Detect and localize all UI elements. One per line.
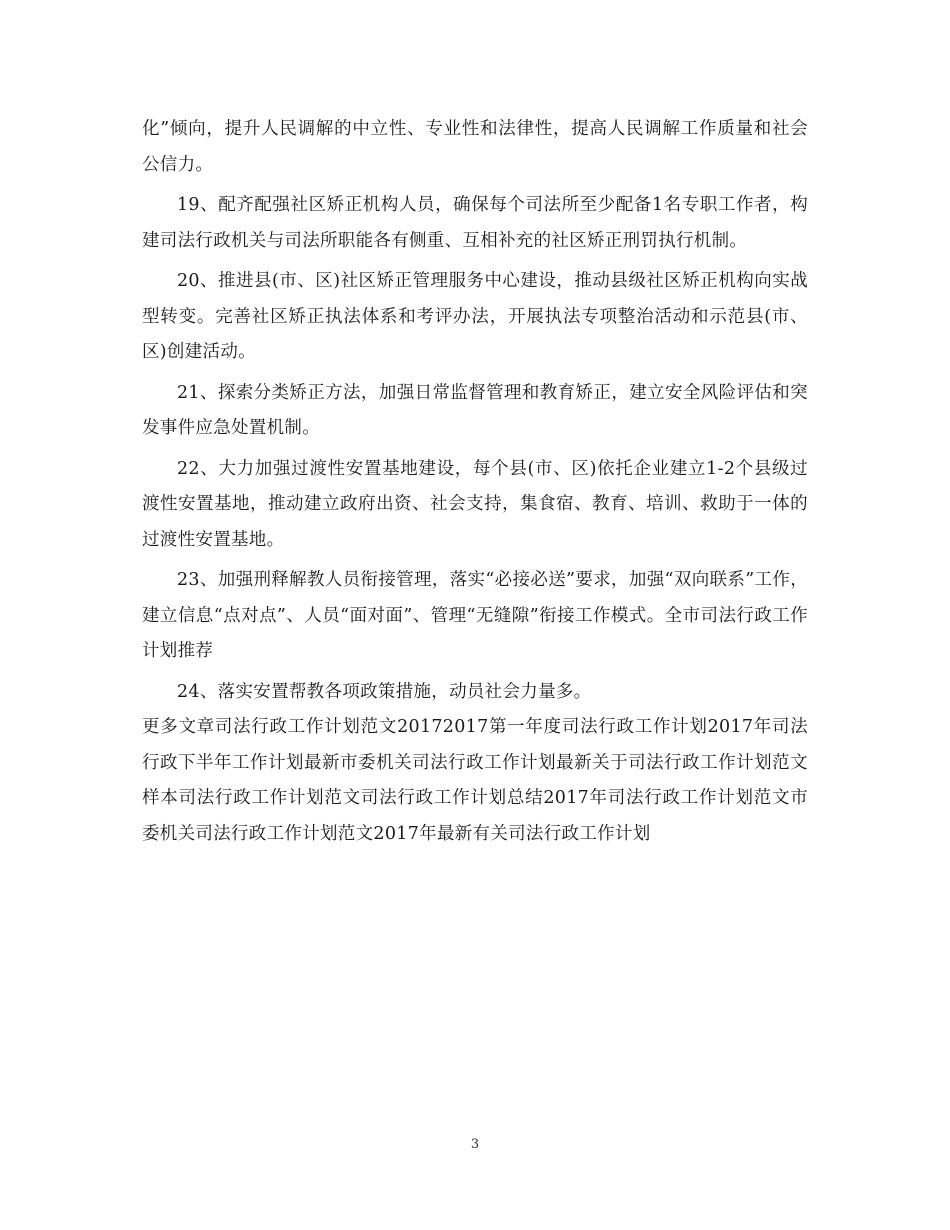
paragraph-item-19: 19、配齐配强社区矫正机构人员，确保每个司法所至少配备1名专职工作者，构建司法行政机关与司法所职能各有侧重、互相补充的社区矫正刑罚执行机制。: [142, 195, 808, 251]
paragraph-item-23: 23、加强刑释解教人员衔接管理，落实“必接必送”要求，加强“双向联系”工作，建立信息“点对点”、人员“面对面”、管理“无缝隙”衔接工作模式。全市司法行政工作计划推荐: [142, 570, 808, 661]
page-number: 3: [470, 1137, 480, 1152]
paragraph-continuation: 化”倾向，提升人民调解的中立性、专业性和法律性，提高人民调解工作质量和社会公信力。: [142, 119, 808, 175]
paragraph-item-20: 20、推进县(市、区)社区矫正管理服务中心建设，推动县级社区矫正机构向实战型转变。完善社区矫正执法体系和考评办法，开展执法专项整治活动和示范县(市、区)创建活动。: [142, 271, 808, 362]
document-body: [142, 112, 808, 852]
paragraph-item-24: 24、落实安置帮教各项政策措施，动员社会力量多。: [177, 681, 592, 702]
paragraph-item-22: 22、大力加强过渡性安置基地建设，每个县(市、区)依托企业建立1-2个县级过渡性安置基地，推动建立政府出资、社会支持，集食宿、教育、培训、救助于一体的过渡性安置基地。: [142, 458, 808, 550]
paragraph-item-21: 21、探索分类矫正方法，加强日常监督管理和教育矫正，建立安全风险评估和突发事件应急处置机制。: [142, 382, 808, 438]
more-articles-text: 更多文章司法行政工作计划范文20172017第一年度司法行政工作计划2017年司法行政下半年工作计划最新市委机关司法行政工作计划最新关于司法行政工作计划范文样本司法行政工作计划范文司法行政工作计划总结2017年司法行政工作计划范文市委机关司法行政工作计划范文2017年最新有关司法行政工作计划: [142, 717, 808, 844]
